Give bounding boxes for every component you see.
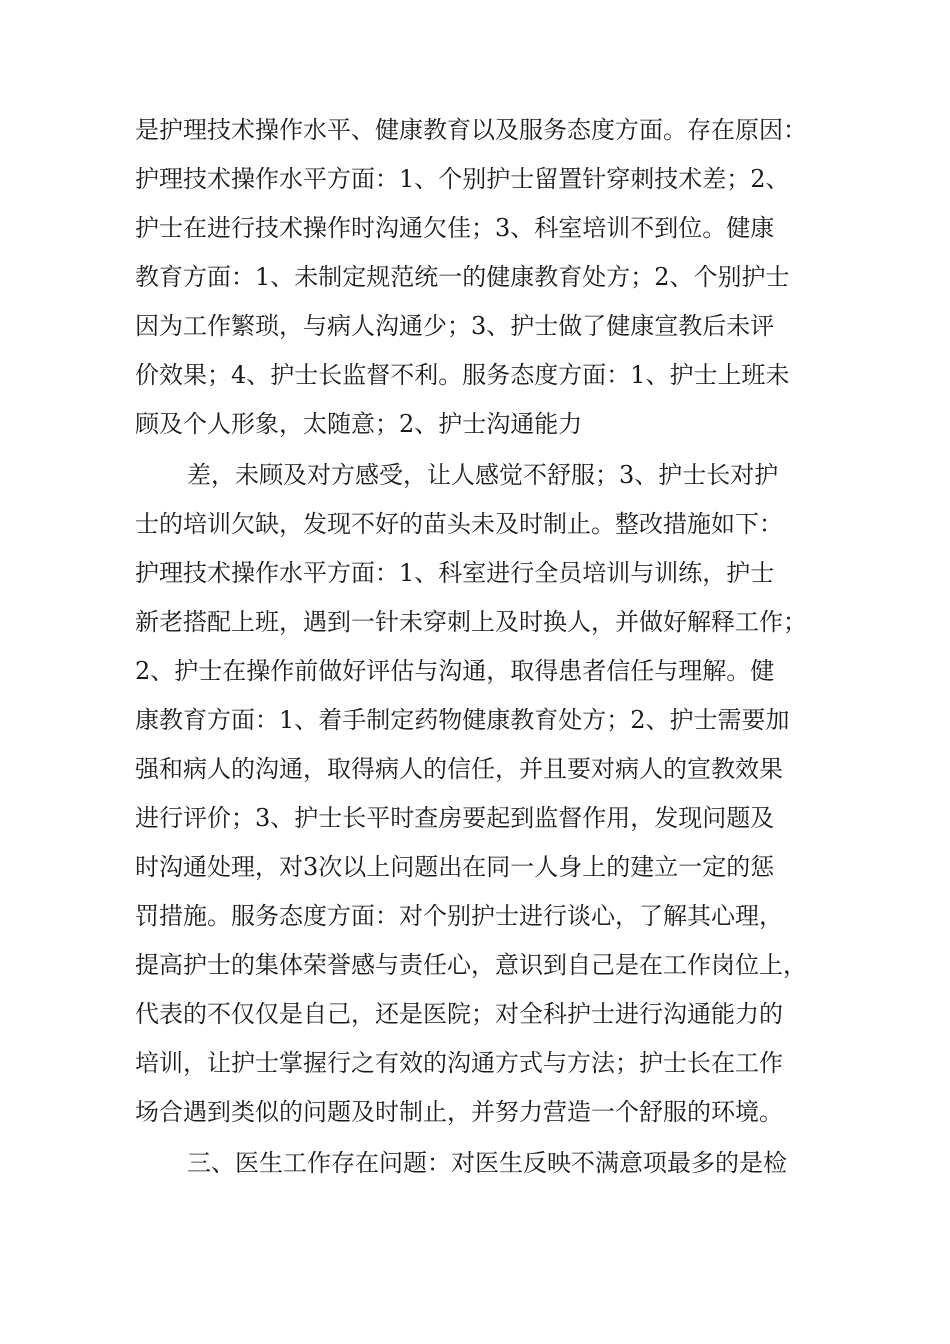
text-line: 2、护士在操作前做好评估与沟通，取得患者信任与理解。健 [135, 657, 775, 685]
text-line: 士的培训欠缺，发现不好的苗头未及时制止。整改措施如下： [135, 510, 783, 538]
text-line: 新老搭配上班，遇到一针未穿刺上及时换人，并做好解释工作； [135, 608, 807, 636]
text-line: 顾及个人形象，太随意；2、护士沟通能力 [135, 410, 583, 438]
text-line: 强和病人的沟通，取得病人的信任，并且要对病人的宣教效果 [135, 755, 783, 783]
text-line: 培训，让护士掌握行之有效的沟通方式与方法；护士长在工作 [135, 1049, 783, 1077]
text-line: 是护理技术操作水平、健康教育以及服务态度方面。存在原因： [135, 116, 807, 144]
text-line: 康教育方面：1、着手制定药物健康教育处方；2、护士需要加 [135, 706, 790, 734]
text-line: 护士在进行技术操作时沟通欠佳；3、科室培训不到位。健康 [135, 214, 775, 242]
text-line: 场合遇到类似的问题及时制止，并努力营造一个舒服的环境。 [135, 1098, 783, 1126]
section-heading-line: 三、医生工作存在问题：对医生反映不满意项最多的是检 [187, 1149, 787, 1177]
text-line: 进行评价；3、护士长平时查房要起到监督作用，发现问题及 [135, 804, 775, 832]
text-line: 罚措施。服务态度方面：对个别护士进行谈心，了解其心理， [135, 902, 783, 930]
text-line: 提高护士的集体荣誉感与责任心，意识到自己是在工作岗位上， [135, 951, 807, 979]
text-line: 时沟通处理，对3次以上问题出在同一人身上的建立一定的惩 [135, 853, 775, 881]
text-line: 因为工作繁琐，与病人沟通少；3、护士做了健康宣教后未评 [135, 312, 775, 340]
text-line: 教育方面：1、未制定规范统一的健康教育处方；2、个别护士 [135, 263, 790, 291]
text-line: 代表的不仅仅是自己，还是医院；对全科护士进行沟通能力的 [135, 1000, 783, 1028]
text-line: 价效果；4、护士长监督不利。服务态度方面：1、护士上班未 [135, 361, 790, 389]
text-line: 护理技术操作水平方面：1、个别护士留置针穿刺技术差；2、 [135, 165, 790, 193]
text-line: 护理技术操作水平方面：1、科室进行全员培训与训练，护士 [135, 559, 775, 587]
paragraph-first-line: 差，未顾及对方感受，让人感觉不舒服；3、护士长对护 [187, 461, 779, 489]
